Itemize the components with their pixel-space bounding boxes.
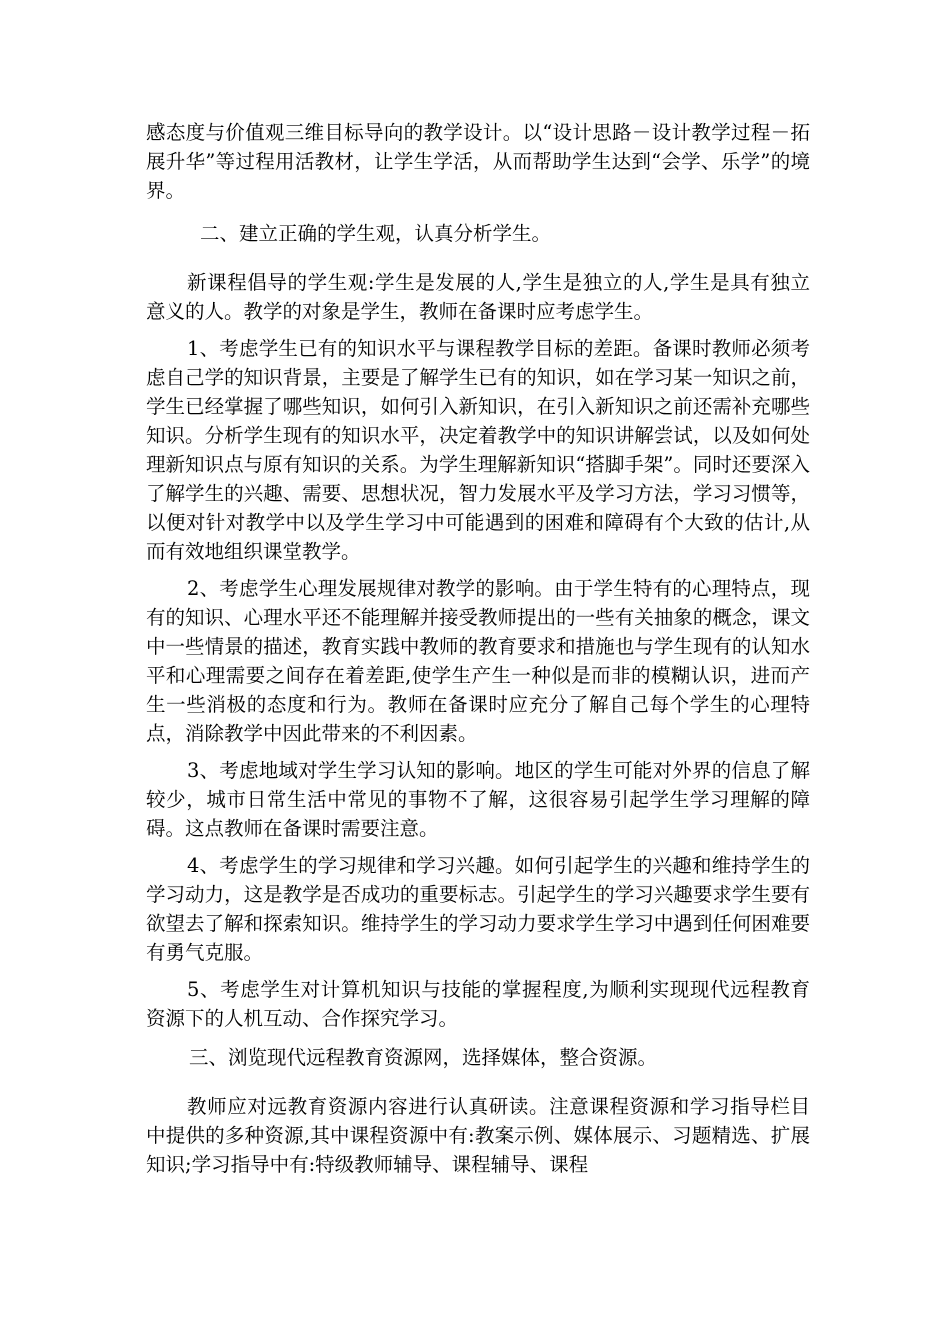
intro-continuation-paragraph: 感态度与价值观三维目标导向的教学设计。以“设计思路－设计教学过程－拓展升华”等过程用活教材，让学生学活，从而帮助学生达到“会学、乐学”的境界。 bbox=[146, 121, 810, 202]
list-item-region: 3、考虑地域对学生学习认知的影响。地区的学生可能对外界的信息了解较少，城市日常生活中常见的事物不了解，这很容易引起学生学习理解的障碍。这点教师在备课时需要注意。 bbox=[146, 759, 810, 840]
list-item-learning-interest: 4、考虑学生的学习规律和学习兴趣。如何引起学生的兴趣和维持学生的学习动力，这是教学是否成功的重要标志。引起学生的学习兴趣要求学生要有欲望去了解和探索知识。维持学生的学习动力要求学生学习中遇到任何困难要有勇气克服。 bbox=[146, 854, 810, 964]
resources-paragraph: 教师应对远教育资源内容进行认真研读。注意课程资源和学习指导栏目中提供的多种资源,其中课程资源中有:教案示例、媒体展示、习题精选、扩展知识;学习指导中有:特级教师辅导、课程辅导、课程 bbox=[146, 1095, 810, 1176]
student-view-paragraph: 新课程倡导的学生观:学生是发展的人,学生是独立的人,学生是具有独立意义的人。教学的对象是学生，教师在备课时应考虑学生。 bbox=[146, 271, 810, 323]
list-item-psychology: 2、考虑学生心理发展规律对教学的影响。由于学生特有的心理特点，现有的知识、心理水平还不能理解并接受教师提出的一些有关抽象的概念，课文中一些情景的描述，教育实践中教师的教育要求和措施也与学生现有的认知水平和心理需要之间存在着差距,使学生产生一种似是而非的模糊认识，进而产生一些消极的态度和行为。教师在备课时应充分了解自己每个学生的心理特点，消除教学中因此带来的不利因素。 bbox=[146, 577, 810, 745]
section-heading-student-view: 二、建立正确的学生观，认真分析学生。 bbox=[200, 222, 552, 245]
list-item-knowledge-level: 1、考虑学生已有的知识水平与课程教学目标的差距。备课时教师必须考虑自己学的知识背景，主要是了解学生已有的知识，如在学习某一知识之前，学生已经掌握了哪些知识，如何引入新知识，在引入新知识之前还需补充哪些知识。分析学生现有的知识水平，决定着教学中的知识讲解尝试，以及如何处理新知识点与原有知识的关系。为学生理解新知识“搭脚手架”。同时还要深入了解学生的兴趣、需要、思想状况，智力发展水平及学习方法，学习习惯等，以便对针对教学中以及学生学习中可能遇到的困难和障碍有个大致的估计,从而有效地组织课堂教学。 bbox=[146, 337, 810, 563]
section-heading-resources: 三、浏览现代远程教育资源网，选择媒体，整合资源。 bbox=[189, 1046, 658, 1069]
list-item-computer-skills: 5、考虑学生对计算机知识与技能的掌握程度,为顺利实现现代远程教育资源下的人机互动、合作探究学习。 bbox=[146, 978, 810, 1030]
document-page bbox=[146, 118, 810, 1179]
